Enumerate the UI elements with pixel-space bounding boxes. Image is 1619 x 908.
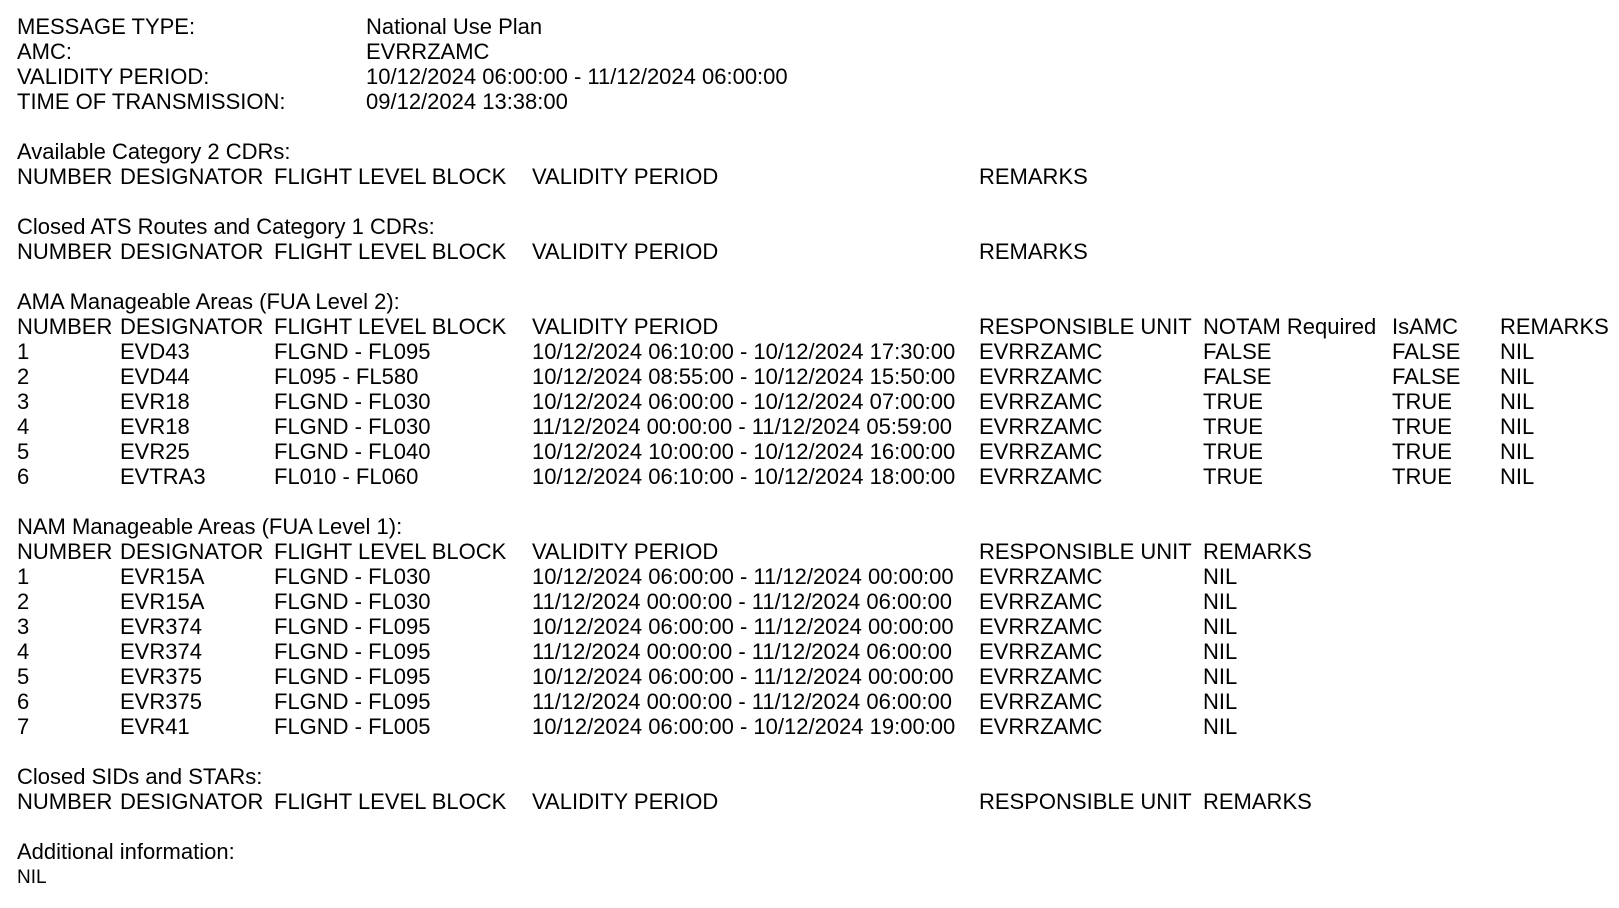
- cell-number: 3: [17, 614, 30, 639]
- column-header: NUMBER: [17, 164, 113, 189]
- transmission-value: 09/12/2024 13:38:00: [366, 89, 568, 114]
- cell-responsible-unit: EVRRZAMC: [979, 389, 1103, 414]
- table-row: [0, 564, 1619, 589]
- cell-remarks: NIL: [1500, 464, 1535, 489]
- cell-validity: 10/12/2024 06:10:00 - 10/12/2024 18:00:00: [532, 464, 956, 489]
- cell-number: 1: [17, 564, 30, 589]
- validity-label: VALIDITY PERIOD:: [17, 64, 210, 89]
- column-header: RESPONSIBLE UNIT: [979, 789, 1192, 814]
- cell-notam-required: TRUE: [1203, 414, 1263, 439]
- cell-number: 4: [17, 414, 30, 439]
- cell-designator: EVR18: [120, 389, 190, 414]
- cell-notam-required: FALSE: [1203, 364, 1272, 389]
- cell-responsible-unit: EVRRZAMC: [979, 414, 1103, 439]
- cell-flight-level: FLGND - FL005: [274, 714, 431, 739]
- cell-validity: 10/12/2024 06:00:00 - 11/12/2024 00:00:00: [532, 564, 954, 589]
- cell-remarks: NIL: [1500, 414, 1535, 439]
- section-title: Additional information:: [17, 839, 235, 864]
- cell-flight-level: FLGND - FL030: [274, 414, 431, 439]
- column-header: NUMBER: [17, 789, 113, 814]
- cell-validity: 10/12/2024 08:55:00 - 10/12/2024 15:50:00: [532, 364, 956, 389]
- cell-validity: 10/12/2024 06:00:00 - 10/12/2024 19:00:00: [532, 714, 956, 739]
- transmission-row: [0, 89, 1619, 114]
- cell-flight-level: FLGND - FL030: [274, 564, 431, 589]
- cell-number: 5: [17, 439, 30, 464]
- column-header: REMARKS: [1203, 789, 1312, 814]
- cell-designator: EVR25: [120, 439, 190, 464]
- cell-remarks: NIL: [1203, 664, 1238, 689]
- cell-remarks: NIL: [1500, 364, 1535, 389]
- cell-designator: EVD43: [120, 339, 190, 364]
- table-row: [0, 464, 1619, 489]
- table-row: [0, 589, 1619, 614]
- cell-number: 7: [17, 714, 30, 739]
- cell-notam-required: TRUE: [1203, 389, 1263, 414]
- closed-ats-header-row: [0, 239, 1619, 264]
- cell-validity: 11/12/2024 00:00:00 - 11/12/2024 06:00:00: [532, 589, 952, 614]
- column-header: REMARKS: [979, 239, 1088, 264]
- cell-remarks: NIL: [1203, 589, 1238, 614]
- section-title: Closed SIDs and STARs:: [17, 764, 263, 789]
- message-type-label: MESSAGE TYPE:: [17, 14, 196, 39]
- cell-designator: EVR15A: [120, 564, 205, 589]
- cell-number: 6: [17, 689, 30, 714]
- cell-notam-required: FALSE: [1203, 339, 1272, 364]
- additional-section-title: [0, 839, 1619, 864]
- cell-remarks: NIL: [1500, 439, 1535, 464]
- cell-remarks: NIL: [1203, 714, 1238, 739]
- column-header: FLIGHT LEVEL BLOCK: [274, 789, 507, 814]
- table-row: [0, 614, 1619, 639]
- table-row: [0, 389, 1619, 414]
- column-header: REMARKS: [1203, 539, 1312, 564]
- table-row: [0, 439, 1619, 464]
- cell-number: 1: [17, 339, 30, 364]
- cell-notam-required: TRUE: [1203, 439, 1263, 464]
- column-header: DESIGNATOR: [120, 539, 264, 564]
- cell-validity: 10/12/2024 06:00:00 - 11/12/2024 00:00:00: [532, 664, 954, 689]
- nam-section-title: [0, 514, 1619, 539]
- section-title: Available Category 2 CDRs:: [17, 139, 291, 164]
- column-header: NUMBER: [17, 314, 113, 339]
- cell-isamc: TRUE: [1392, 414, 1452, 439]
- sids-stars-header-row: [0, 789, 1619, 814]
- validity-value: 10/12/2024 06:00:00 - 11/12/2024 06:00:00: [366, 64, 788, 89]
- cell-designator: EVR374: [120, 614, 202, 639]
- cell-number: 2: [17, 364, 30, 389]
- table-row: [0, 339, 1619, 364]
- section-title: NAM Manageable Areas (FUA Level 1):: [17, 514, 403, 539]
- cell-responsible-unit: EVRRZAMC: [979, 664, 1103, 689]
- cell-number: 6: [17, 464, 30, 489]
- column-header: RESPONSIBLE UNIT: [979, 314, 1192, 339]
- cell-responsible-unit: EVRRZAMC: [979, 589, 1103, 614]
- column-header: VALIDITY PERIOD: [532, 239, 719, 264]
- transmission-label: TIME OF TRANSMISSION:: [17, 89, 286, 114]
- cell-validity: 10/12/2024 06:00:00 - 11/12/2024 00:00:00: [532, 614, 954, 639]
- section-title: Closed ATS Routes and Category 1 CDRs:: [17, 214, 435, 239]
- cell-validity: 11/12/2024 00:00:00 - 11/12/2024 06:00:00: [532, 689, 952, 714]
- cell-remarks: NIL: [1203, 639, 1238, 664]
- cell-responsible-unit: EVRRZAMC: [979, 564, 1103, 589]
- cell-designator: EVR374: [120, 639, 202, 664]
- table-row: [0, 714, 1619, 739]
- cell-number: 3: [17, 389, 30, 414]
- cell-remarks: NIL: [1203, 689, 1238, 714]
- column-header: DESIGNATOR: [120, 239, 264, 264]
- cell-number: 2: [17, 589, 30, 614]
- validity-row: [0, 64, 1619, 89]
- cell-flight-level: FLGND - FL095: [274, 689, 431, 714]
- cell-validity: 10/12/2024 10:00:00 - 10/12/2024 16:00:00: [532, 439, 956, 464]
- column-header: DESIGNATOR: [120, 164, 264, 189]
- column-header: DESIGNATOR: [120, 789, 264, 814]
- cell-flight-level: FL010 - FL060: [274, 464, 419, 489]
- additional-value-row: [0, 865, 1619, 890]
- cell-isamc: TRUE: [1392, 389, 1452, 414]
- cell-flight-level: FLGND - FL095: [274, 614, 431, 639]
- table-row: [0, 689, 1619, 714]
- message-type-row: [0, 14, 1619, 39]
- column-header: VALIDITY PERIOD: [532, 164, 719, 189]
- cell-remarks: NIL: [1203, 564, 1238, 589]
- column-header: VALIDITY PERIOD: [532, 314, 719, 339]
- ama-header-row: [0, 314, 1619, 339]
- amc-row: [0, 39, 1619, 64]
- ama-section-title: [0, 289, 1619, 314]
- column-header: DESIGNATOR: [120, 314, 264, 339]
- cell-flight-level: FLGND - FL095: [274, 664, 431, 689]
- column-header: NUMBER: [17, 539, 113, 564]
- cell-notam-required: TRUE: [1203, 464, 1263, 489]
- cell-designator: EVR15A: [120, 589, 205, 614]
- cell-responsible-unit: EVRRZAMC: [979, 614, 1103, 639]
- cell-validity: 11/12/2024 00:00:00 - 11/12/2024 06:00:00: [532, 639, 952, 664]
- additional-info-value: NIL: [17, 867, 47, 888]
- column-header: NOTAM Required: [1203, 314, 1377, 339]
- column-header: FLIGHT LEVEL BLOCK: [274, 314, 507, 339]
- cell-responsible-unit: EVRRZAMC: [979, 714, 1103, 739]
- cdr2-header-row: [0, 164, 1619, 189]
- cell-responsible-unit: EVRRZAMC: [979, 689, 1103, 714]
- column-header: VALIDITY PERIOD: [532, 789, 719, 814]
- cell-isamc: TRUE: [1392, 464, 1452, 489]
- cell-remarks: NIL: [1500, 389, 1535, 414]
- column-header: RESPONSIBLE UNIT: [979, 539, 1192, 564]
- cell-designator: EVR41: [120, 714, 190, 739]
- cell-validity: 10/12/2024 06:10:00 - 10/12/2024 17:30:00: [532, 339, 956, 364]
- table-row: [0, 639, 1619, 664]
- cell-flight-level: FL095 - FL580: [274, 364, 419, 389]
- table-row: [0, 414, 1619, 439]
- cell-responsible-unit: EVRRZAMC: [979, 464, 1103, 489]
- cell-isamc: TRUE: [1392, 439, 1452, 464]
- cell-number: 5: [17, 664, 30, 689]
- cell-designator: EVR375: [120, 664, 202, 689]
- sids-stars-section-title: [0, 764, 1619, 789]
- table-row: [0, 664, 1619, 689]
- cell-responsible-unit: EVRRZAMC: [979, 439, 1103, 464]
- cell-designator: EVR375: [120, 689, 202, 714]
- column-header: NUMBER: [17, 239, 113, 264]
- cell-remarks: NIL: [1203, 614, 1238, 639]
- column-header: FLIGHT LEVEL BLOCK: [274, 239, 507, 264]
- message-type-value: National Use Plan: [366, 14, 543, 39]
- cell-flight-level: FLGND - FL095: [274, 339, 431, 364]
- cell-isamc: FALSE: [1392, 339, 1461, 364]
- cell-flight-level: FLGND - FL040: [274, 439, 431, 464]
- column-header: FLIGHT LEVEL BLOCK: [274, 164, 507, 189]
- closed-ats-section-title: [0, 214, 1619, 239]
- column-header: REMARKS: [979, 164, 1088, 189]
- cell-responsible-unit: EVRRZAMC: [979, 339, 1103, 364]
- section-title: AMA Manageable Areas (FUA Level 2):: [17, 289, 400, 314]
- cdr2-section-title: [0, 139, 1619, 164]
- amc-value: EVRRZAMC: [366, 39, 490, 64]
- cell-designator: EVD44: [120, 364, 190, 389]
- amc-label: AMC:: [17, 39, 72, 64]
- cell-designator: EVR18: [120, 414, 190, 439]
- cell-responsible-unit: EVRRZAMC: [979, 364, 1103, 389]
- cell-remarks: NIL: [1500, 339, 1535, 364]
- column-header: VALIDITY PERIOD: [532, 539, 719, 564]
- cell-number: 4: [17, 639, 30, 664]
- column-header: REMARKS: [1500, 314, 1609, 339]
- cell-flight-level: FLGND - FL095: [274, 639, 431, 664]
- cell-validity: 11/12/2024 00:00:00 - 11/12/2024 05:59:00: [532, 414, 952, 439]
- cell-responsible-unit: EVRRZAMC: [979, 639, 1103, 664]
- column-header: FLIGHT LEVEL BLOCK: [274, 539, 507, 564]
- cell-flight-level: FLGND - FL030: [274, 389, 431, 414]
- cell-flight-level: FLGND - FL030: [274, 589, 431, 614]
- cell-validity: 10/12/2024 06:00:00 - 10/12/2024 07:00:00: [532, 389, 956, 414]
- cell-isamc: FALSE: [1392, 364, 1461, 389]
- nam-header-row: [0, 539, 1619, 564]
- table-row: [0, 364, 1619, 389]
- column-header: IsAMC: [1392, 314, 1458, 339]
- cell-designator: EVTRA3: [120, 464, 206, 489]
